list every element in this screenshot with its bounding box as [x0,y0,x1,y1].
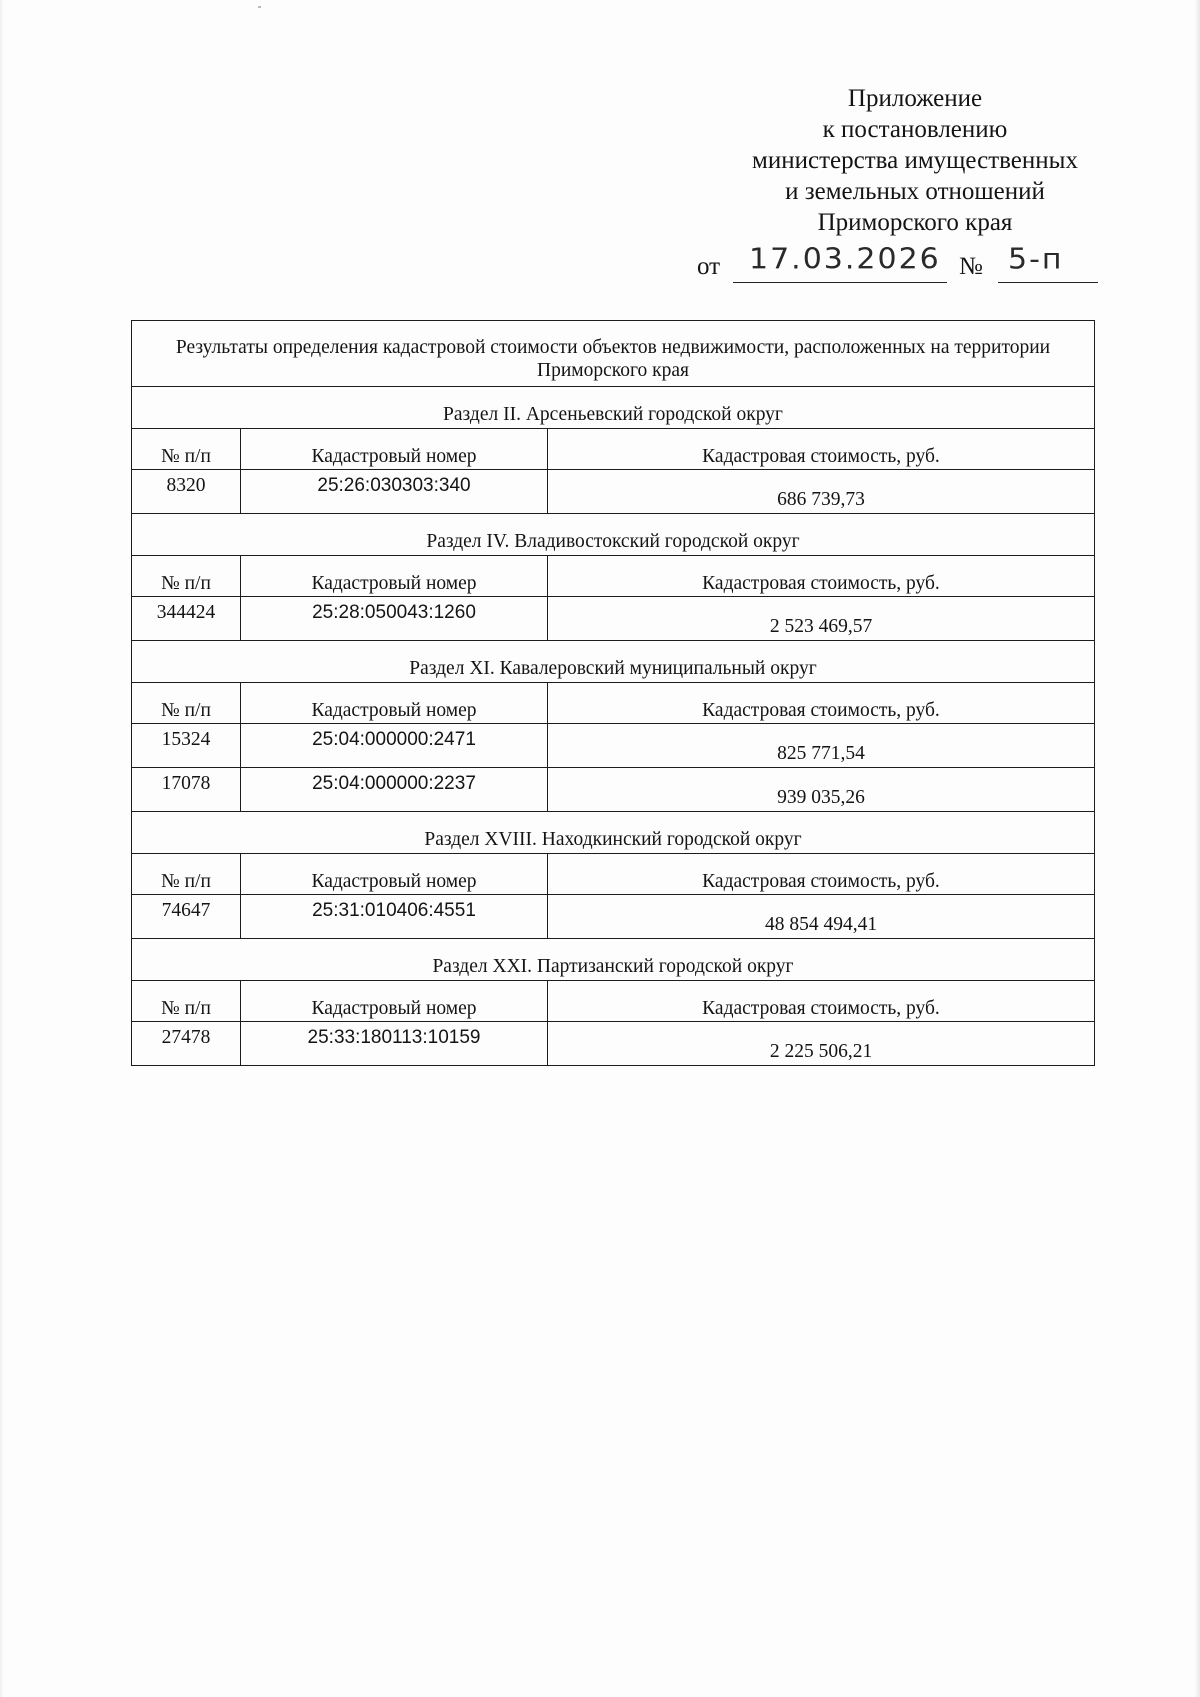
header-cadastral-number: Кадастровый номер [241,429,548,470]
column-header-row [132,429,1095,470]
row-number: 344424 [132,597,241,641]
header-line-ministry: министерства имущественных [752,147,1078,174]
table-row [132,724,1095,768]
header-number: № п/п [132,429,241,470]
section-title: Раздел II. Арсеньевский городской округ [132,387,1095,429]
row-number: 27478 [132,1022,241,1066]
table-row [132,895,1095,939]
cadastral-value-table [131,320,1095,1066]
header-cadastral-value: Кадастровая стоимость, руб. [548,683,1095,724]
section-row [132,939,1095,981]
table-row [132,597,1095,641]
table-title: Результаты определения кадастровой стоимости объектов недвижимости, расположенных на территории Приморского края [132,321,1095,387]
scan-edge-left [0,0,4,1697]
header-line-resolution: к постановлению [822,116,1008,143]
scan-speck [258,6,261,8]
handwritten-date: 17.03.2026 [749,242,941,277]
cadastral-value: 48 854 494,41 [548,895,1095,939]
header-cadastral-number: Кадастровый номер [241,981,548,1022]
number-label: № [959,253,983,280]
cadastral-value: 686 739,73 [548,470,1095,514]
cadastral-number: 25:04:000000:2471 [241,724,548,768]
cadastral-value: 825 771,54 [548,724,1095,768]
cadastral-value: 2 225 506,21 [548,1022,1095,1066]
cadastral-number: 25:04:000000:2237 [241,768,548,812]
header-cadastral-value: Кадастровая стоимость, руб. [548,981,1095,1022]
section-row [132,641,1095,683]
header-cadastral-value: Кадастровая стоимость, руб. [548,556,1095,597]
from-label: от [697,253,721,280]
cadastral-number: 25:31:010406:4551 [241,895,548,939]
column-header-row [132,683,1095,724]
section-row [132,387,1095,429]
table-title-row [132,321,1095,387]
table-row [132,1022,1095,1066]
section-title: Раздел XXI. Партизанский городской округ [132,939,1095,981]
column-header-row [132,981,1095,1022]
column-header-row [132,854,1095,895]
section-row [132,514,1095,556]
cadastral-value: 2 523 469,57 [548,597,1095,641]
header-number: № п/п [132,854,241,895]
header-line-land: и земельных отношений [785,178,1045,205]
section-row [132,812,1095,854]
header-cadastral-value: Кадастровая стоимость, руб. [548,854,1095,895]
cadastral-number: 25:26:030303:340 [241,470,548,514]
row-number: 8320 [132,470,241,514]
header-line-appendix: Приложение [847,85,983,112]
cadastral-number: 25:28:050043:1260 [241,597,548,641]
header-number: № п/п [132,981,241,1022]
header-cadastral-number: Кадастровый номер [241,683,548,724]
date-field [733,242,947,283]
section-title: Раздел XVIII. Находкинский городской округ [132,812,1095,854]
row-number: 74647 [132,895,241,939]
cadastral-number: 25:33:180113:10159 [241,1022,548,1066]
section-title: Раздел IV. Владивостокский городской округ [132,514,1095,556]
header-cadastral-value: Кадастровая стоимость, руб. [548,429,1095,470]
header-cadastral-number: Кадастровый номер [241,556,548,597]
header-number: № п/п [132,556,241,597]
cadastral-value: 939 035,26 [548,768,1095,812]
section-title: Раздел XI. Кавалеровский муниципальный округ [132,641,1095,683]
row-number: 15324 [132,724,241,768]
column-header-row [132,556,1095,597]
row-number: 17078 [132,768,241,812]
scan-edge-right [1194,0,1200,1697]
number-field [998,242,1098,283]
header-line-region: Приморского края [817,209,1013,236]
header-number: № п/п [132,683,241,724]
header-cadastral-number: Кадастровый номер [241,854,548,895]
table-row [132,470,1095,514]
date-number-line [697,242,1107,286]
appendix-header [690,83,1140,238]
handwritten-number: 5-п [1008,242,1064,277]
table-row [132,768,1095,812]
